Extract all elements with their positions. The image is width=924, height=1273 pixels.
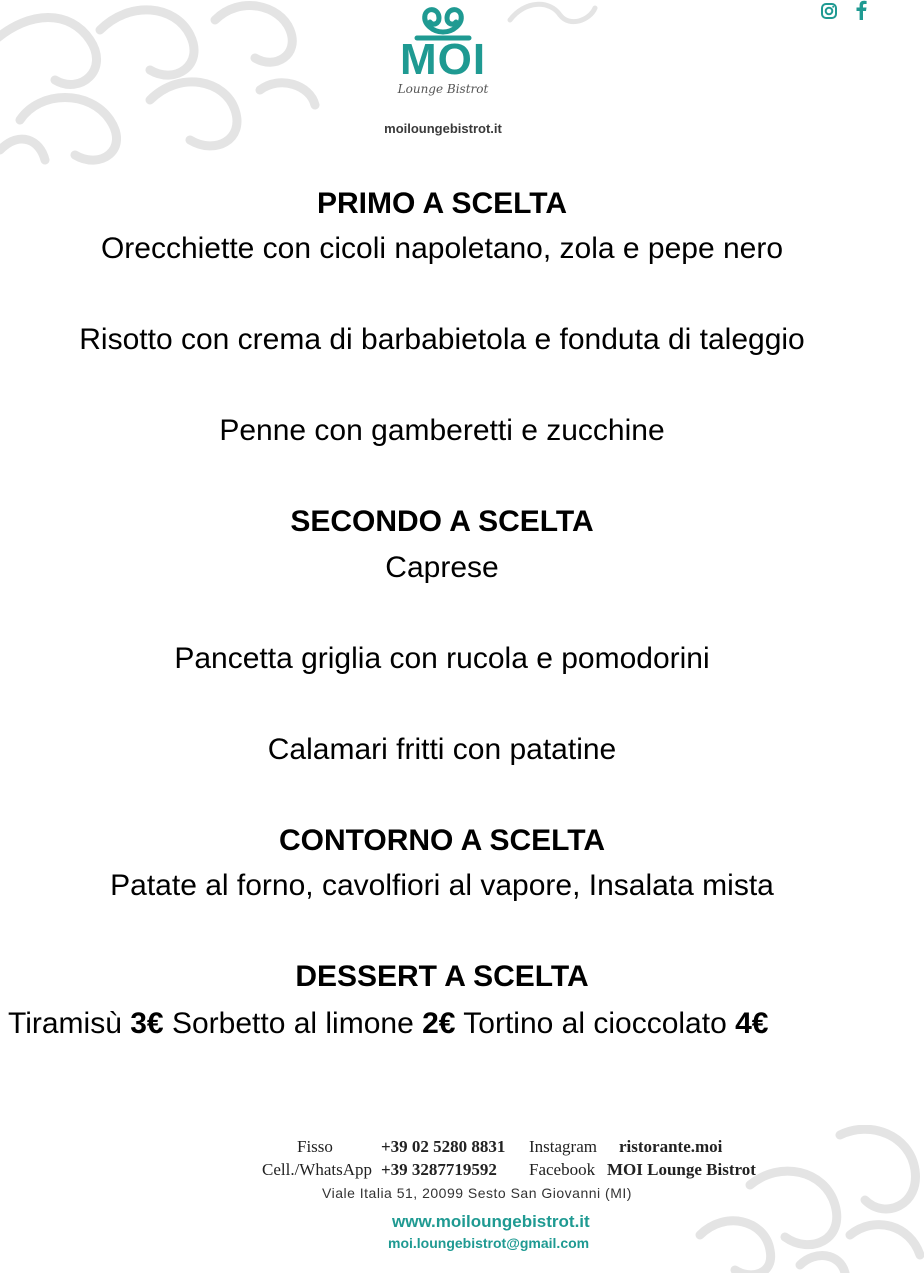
facebook-icon[interactable] (854, 0, 868, 20)
heading-secondo: SECONDO A SCELTA (290, 505, 594, 538)
brand-name: MOI (399, 35, 487, 84)
brand-logo (388, 2, 498, 106)
facebook-page[interactable]: MOI Lounge Bistrot (607, 1160, 756, 1179)
cell-label: Cell./WhatsApp (262, 1160, 373, 1179)
phone-label: Fisso (297, 1137, 333, 1156)
dessert-name: Sorbetto al limone (171, 1007, 414, 1040)
brand-tagline: Lounge Bistrot (397, 82, 489, 96)
heading-contorno: CONTORNO A SCELTA (278, 824, 606, 857)
dessert-price: 3€ (130, 1007, 164, 1040)
social-links (816, 0, 876, 24)
dessert-price: 4€ (735, 1007, 769, 1040)
menu-item-secondo: Pancetta griglia con rucola e pomodorini (174, 642, 710, 675)
menu-item-primo: Orecchiette con cicoli napoletano, zola e pepe nero (100, 232, 784, 265)
ornament-top-center (505, 0, 600, 30)
phone-number[interactable]: +39 02 5280 8831 (381, 1137, 506, 1156)
instagram-handle[interactable]: ristorante.moi (619, 1137, 723, 1156)
menu-item-contorno: Patate al forno, cavolfiori al vapore, Insalata mista (110, 869, 774, 902)
dessert-price: 2€ (422, 1007, 456, 1040)
ornament-top-left (0, 0, 330, 180)
instagram-icon[interactable] (820, 2, 838, 20)
dessert-name: Tortino al cioccolato (463, 1007, 727, 1040)
brand-website[interactable]: moiloungebistrot.it (384, 121, 502, 136)
heading-dessert: DESSERT A SCELTA (295, 960, 589, 993)
dessert-line (8, 1007, 924, 1041)
menu-item-primo: Penne con gamberetti e zucchine (219, 414, 665, 447)
cell-number[interactable]: +39 3287719592 (381, 1160, 497, 1179)
facebook-label: Facebook (529, 1160, 596, 1179)
address: Viale Italia 51, 20099 Sesto San Giovanni (MI) (322, 1185, 632, 1201)
email-link[interactable]: moi.loungebistrot@gmail.com (388, 1235, 590, 1251)
menu-item-secondo: Calamari fritti con patatine (267, 733, 617, 766)
instagram-label: Instagram (529, 1137, 597, 1156)
ornament-bottom-right (690, 1125, 924, 1273)
menu-item-secondo: Caprese (385, 551, 499, 584)
heading-primo: PRIMO A SCELTA (317, 187, 567, 220)
website-link[interactable]: www.moiloungebistrot.it (392, 1212, 590, 1231)
dessert-name: Tiramisù (8, 1007, 122, 1040)
menu-item-primo: Risotto con crema di barbabietola e fonduta di taleggio (79, 323, 805, 356)
